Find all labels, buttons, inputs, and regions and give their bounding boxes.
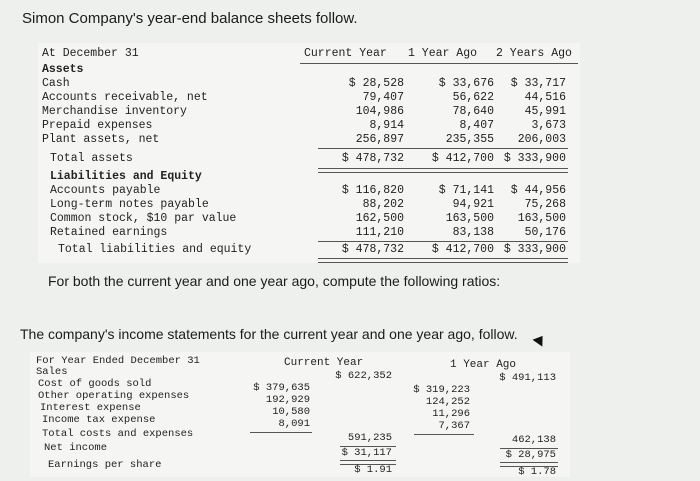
cell-value: 256,897 (355, 133, 404, 146)
cell-value: 8,914 (369, 119, 404, 132)
balance-sheet-intro: Simon Company's year-end balance sheets follow. (22, 10, 358, 27)
row-ap-label: Accounts payable (50, 184, 161, 197)
cell-value: 56,622 (452, 91, 494, 104)
total-liab-2yr: $ 333,900 (503, 243, 566, 256)
net-income-1yr: $ 28,975 (505, 449, 556, 461)
cell-value: 111,210 (355, 226, 404, 239)
cell-value: $ 33,717 (510, 77, 566, 90)
cell-value: 83,138 (452, 226, 494, 239)
col-1-year-ago: 1 Year Ago (408, 47, 478, 60)
eps-1yr: $ 1.78 (518, 466, 556, 478)
row-notes-label: Long-term notes payable (50, 198, 209, 211)
total-costs-label: Total costs and expenses (42, 428, 194, 440)
income-header-label: For Year Ended December 31 (36, 355, 200, 367)
cell-value: 7,367 (438, 420, 470, 432)
cell-value: 163,500 (517, 212, 566, 225)
sales-current: $ 622,352 (335, 370, 392, 382)
total-costs-current: 591,235 (347, 432, 392, 444)
cell-value: 206,003 (517, 133, 566, 146)
row-inventory-label: Merchandise inventory (42, 105, 187, 118)
total-liab-label: Total liabilities and equity (58, 243, 252, 256)
row-prepaid-label: Prepaid expenses (42, 119, 153, 132)
cursor-arrow-icon (533, 332, 548, 346)
sales-1yr: $ 491,113 (499, 372, 556, 384)
cell-value: 44,516 (524, 91, 566, 104)
total-liab-current: $ 478,732 (341, 243, 404, 256)
balance-sheet-table (38, 43, 580, 263)
opex-label: Other operating expenses (38, 390, 190, 402)
eps-label: Earnings per share (48, 459, 162, 471)
income-statement-table (30, 352, 570, 477)
net-income-label: Net income (44, 442, 108, 454)
cell-value: $ 28,528 (348, 77, 404, 90)
cell-value: 88,202 (362, 198, 404, 211)
income-col-current: Current Year (284, 357, 364, 369)
col-2-years-ago: 2 Years Ago (496, 47, 572, 60)
cell-value: 8,407 (459, 119, 494, 132)
total-assets-2yr: $ 333,900 (503, 152, 566, 165)
cell-value: 124,252 (425, 396, 470, 408)
assets-heading: Assets (42, 63, 84, 76)
tax-label: Income tax expense (42, 414, 156, 426)
cell-value: 75,268 (524, 198, 566, 211)
eps-current: $ 1.91 (354, 464, 392, 476)
net-income-current: $ 31,117 (341, 447, 392, 459)
cell-value: $ 379,635 (253, 382, 310, 394)
cell-value: 45,991 (524, 105, 566, 118)
cell-value: 235,355 (445, 133, 494, 146)
row-stock-label: Common stock, $10 par value (50, 212, 237, 225)
cell-value: 192,929 (265, 394, 310, 406)
cell-value: $ 33,676 (438, 77, 494, 90)
cell-value: 79,407 (362, 91, 404, 104)
total-costs-1yr: 462,138 (511, 434, 556, 446)
cell-value: $ 71,141 (438, 184, 494, 197)
row-ar-label: Accounts receivable, net (42, 91, 208, 104)
col-current-year: Current Year (304, 47, 387, 60)
row-plant-label: Plant assets, net (42, 133, 160, 146)
cell-value: 50,176 (524, 226, 566, 239)
cell-value: 94,921 (452, 198, 494, 211)
total-assets-label: Total assets (50, 152, 133, 165)
cell-value: 8,091 (278, 418, 310, 430)
income-statement-intro: The company's income statements for the current year and one year ago, follow. (20, 326, 518, 342)
cell-value: 162,500 (355, 212, 404, 225)
sales-label: Sales (36, 366, 68, 378)
row-cash-label: Cash (42, 77, 70, 90)
interest-label: Interest expense (40, 402, 141, 414)
cell-value: $ 116,820 (341, 184, 404, 197)
liabilities-heading: Liabilities and Equity (50, 170, 202, 183)
cell-value: 11,296 (432, 408, 470, 420)
total-assets-current: $ 478,732 (341, 152, 404, 165)
cell-value: 10,580 (272, 406, 310, 418)
cell-value: 3,673 (531, 119, 566, 132)
ratio-instruction: For both the current year and one year ago, compute the following ratios: (48, 273, 501, 289)
cell-value: 163,500 (445, 212, 494, 225)
cogs-label: Cost of goods sold (38, 378, 152, 390)
total-liab-1yr: $ 412,700 (431, 243, 494, 256)
income-col-1yr: 1 Year Ago (450, 359, 517, 371)
cell-value: $ 44,956 (510, 184, 566, 197)
row-retained-label: Retained earnings (50, 226, 168, 239)
cell-value: $ 319,223 (413, 384, 470, 396)
table-header-label: At December 31 (42, 47, 139, 60)
total-assets-1yr: $ 412,700 (431, 152, 494, 165)
cell-value: 104,986 (355, 105, 404, 118)
cell-value: 78,640 (452, 105, 494, 118)
